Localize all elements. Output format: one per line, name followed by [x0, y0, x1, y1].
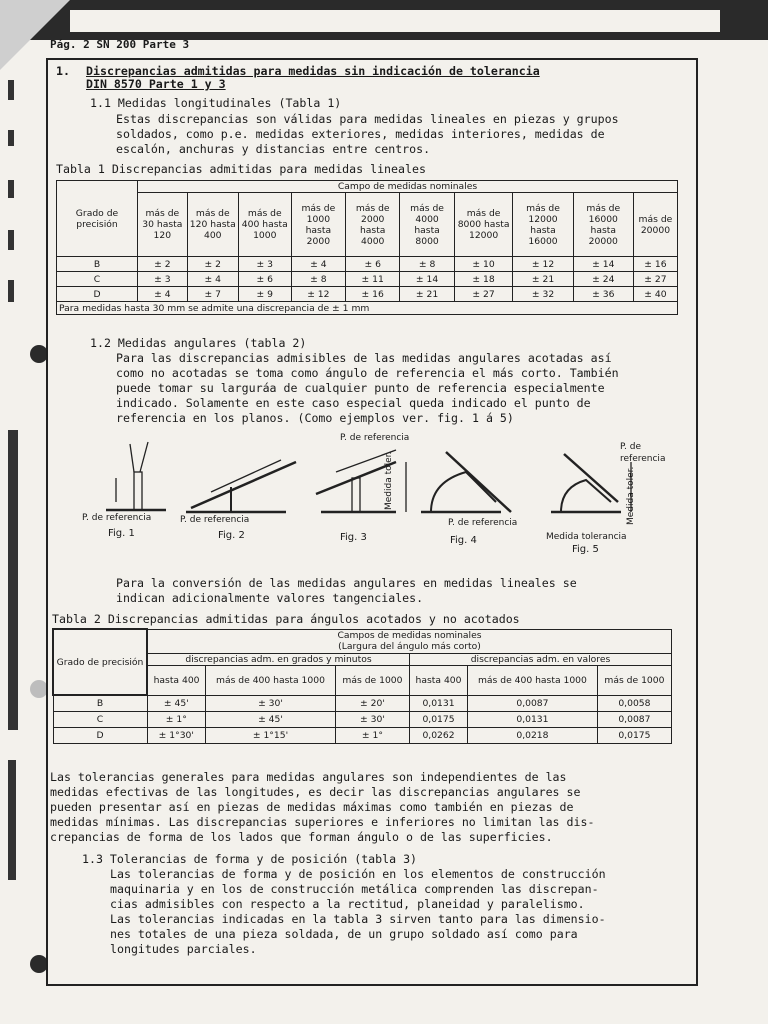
binding-mark [8, 760, 16, 880]
paragraph-line: crepancias de forma de los lados que forman ángulo o de las superficies. [50, 830, 553, 844]
heading-1-1: 1.1 Medidas longitudinales (Tabla 1) [90, 96, 342, 110]
binding-mark [8, 430, 18, 730]
value-cell: ± 6 [346, 257, 400, 272]
value-cell: ± 12 [291, 287, 345, 302]
paragraph-line: escalón, anchuras y distancias entre centros. [116, 142, 431, 156]
value-cell: ± 3 [138, 272, 188, 287]
column-header: más de 400 hasta 1000 [206, 665, 336, 695]
grade-cell: B [57, 257, 138, 272]
figure-caption: Fig. 5 [572, 544, 599, 555]
table1-caption: Tabla 1 Discrepancias admitidas para medidas lineales [56, 162, 426, 176]
value-cell: ± 21 [400, 287, 454, 302]
table2-caption: Tabla 2 Discrepancias admitidas para ángulos acotados y no acotados [52, 612, 520, 626]
grade-cell: D [57, 287, 138, 302]
column-header: más de 4000 hasta 8000 [400, 193, 454, 257]
value-cell: ± 45' [206, 711, 336, 727]
binding-mark [8, 180, 14, 198]
column-header: hasta 400 [147, 665, 206, 695]
grado-header: Grado de precisión [53, 629, 147, 695]
value-cell: ± 45' [147, 695, 206, 711]
value-cell: ± 2 [138, 257, 188, 272]
figure-label: P. de referencia [180, 515, 250, 525]
value-cell: ± 14 [400, 272, 454, 287]
figure-caption: Fig. 1 [108, 528, 135, 539]
value-cell: ± 16 [346, 287, 400, 302]
paragraph-line: Estas discrepancias son válidas para medidas lineales en piezas y grupos [116, 112, 619, 126]
grade-cell: D [53, 727, 147, 743]
paragraph-line: longitudes parciales. [110, 942, 257, 956]
paragraph-line: indicado. Solamente en este caso especial queda indicado el punto de [116, 396, 591, 410]
column-header: más de 1000 [335, 665, 409, 695]
binding-mark [8, 80, 14, 100]
figure-label: Medida toler. [384, 451, 394, 510]
column-header: más de 30 hasta 120 [138, 193, 188, 257]
value-cell: 0,0262 [410, 727, 468, 743]
paragraph-line: Las tolerancias generales para medidas angulares son independientes de las [50, 770, 567, 784]
column-header: más de 400 hasta 1000 [468, 665, 598, 695]
value-cell: ± 30' [335, 711, 409, 727]
value-cell: ± 4 [187, 272, 238, 287]
grade-cell: C [57, 272, 138, 287]
grade-cell: C [53, 711, 147, 727]
figure-label: Medida tolerancia [546, 532, 627, 542]
value-cell: ± 8 [400, 257, 454, 272]
page-reference: Pág. 2 SN 200 Parte 3 [50, 38, 190, 51]
figure-label: P. de referencia [82, 513, 152, 523]
value-cell: 0,0218 [468, 727, 598, 743]
paragraph-line: cias admisibles con respecto a la rectitud, planeidad y paralelismo. [110, 897, 585, 911]
angle-figures [56, 432, 686, 562]
section-title: Discrepancias admitidas para medidas sin indicación de tolerancia [86, 64, 540, 78]
value-cell: 0,0131 [410, 695, 468, 711]
value-cell: ± 16 [633, 257, 677, 272]
table-row [57, 287, 678, 302]
value-cell: 0,0175 [597, 727, 671, 743]
value-cell: 0,0058 [597, 695, 671, 711]
value-cell: ± 4 [138, 287, 188, 302]
paragraph-line: Las tolerancias indicadas en la tabla 3 sirven tanto para las dimensio- [110, 912, 606, 926]
figure-caption: Fig. 3 [340, 532, 367, 543]
value-cell: ± 10 [454, 257, 513, 272]
table-row [57, 272, 678, 287]
paragraph-line: pueden presentar así en piezas de medidas máximas como también en piezas de [50, 800, 574, 814]
column-header: más de 20000 [633, 193, 677, 257]
value-cell: ± 11 [346, 272, 400, 287]
value-cell: ± 32 [513, 287, 573, 302]
section-subtitle: DIN 8570 Parte 1 y 3 [86, 77, 226, 91]
heading-1-3: 1.3 Tolerancias de forma y de posición (tabla 3) [82, 852, 418, 866]
table-row [57, 257, 678, 272]
grado-header: Grado de precisión [57, 181, 138, 257]
column-header: más de 16000 hasta 20000 [573, 193, 633, 257]
binding-mark [8, 130, 14, 146]
value-cell: 0,0175 [410, 711, 468, 727]
campos-label: Campos de medidas nominales [337, 630, 482, 641]
paragraph-line: indican adicionalmente valores tangenciales. [116, 591, 424, 605]
column-header: más de 1000 hasta 2000 [291, 193, 345, 257]
column-header: hasta 400 [410, 665, 468, 695]
value-cell: ± 40 [633, 287, 677, 302]
grados-header: discrepancias adm. en grados y minutos [147, 653, 410, 665]
figure-label: Medida toler. [626, 466, 636, 525]
campo-header: Campo de medidas nominales [138, 181, 678, 193]
binding-mark [8, 280, 14, 302]
table-row [53, 727, 672, 743]
column-header: más de 8000 hasta 12000 [454, 193, 513, 257]
heading-1-2: 1.2 Medidas angulares (tabla 2) [90, 336, 307, 350]
value-cell: ± 21 [513, 272, 573, 287]
column-header: más de 2000 hasta 4000 [346, 193, 400, 257]
value-cell: ± 12 [513, 257, 573, 272]
paragraph-line: referencia en los planos. (Como ejemplos ver. fig. 1 á 5) [116, 411, 514, 425]
table-angular-tolerances [52, 628, 672, 744]
figure-caption: Fig. 4 [450, 535, 477, 546]
column-header: más de 12000 hasta 16000 [513, 193, 573, 257]
paragraph-line: Para las discrepancias admisibles de las medidas angulares acotadas así [116, 351, 612, 365]
value-cell: ± 8 [291, 272, 345, 287]
paragraph-line: medidas mínimas. Las discrepancias superiores e inferiores no limitan las dis- [50, 815, 595, 829]
value-cell: ± 20' [335, 695, 409, 711]
column-header: más de 1000 [597, 665, 671, 695]
table-linear-tolerances [56, 180, 678, 315]
value-cell: ± 1° [147, 711, 206, 727]
column-header: más de 120 hasta 400 [187, 193, 238, 257]
paragraph-line: Para la conversión de las medidas angulares en medidas lineales se [116, 576, 577, 590]
paragraph-line: puede tomar su larguráa de cualquier punto de referencia especialmente [116, 381, 605, 395]
value-cell: ± 24 [573, 272, 633, 287]
section-number: 1. [56, 64, 70, 78]
value-cell: ± 14 [573, 257, 633, 272]
value-cell: ± 30' [206, 695, 336, 711]
value-cell: ± 36 [573, 287, 633, 302]
figure-label: P. de [620, 442, 641, 452]
value-cell: ± 1°15' [206, 727, 336, 743]
figure-label: P. de referencia [448, 518, 518, 528]
largura-label: (Largura del ángulo más corto) [338, 641, 481, 652]
value-cell: ± 1° [335, 727, 409, 743]
value-cell: 0,0087 [597, 711, 671, 727]
value-cell: ± 7 [187, 287, 238, 302]
paragraph-line: nes totales de una pieza soldada, de un grupo soldado así como para [110, 927, 578, 941]
value-cell: ± 27 [633, 272, 677, 287]
value-cell: ± 2 [187, 257, 238, 272]
table1-note: Para medidas hasta 30 mm se admite una discrepancia de ± 1 mm [57, 302, 678, 315]
scan-top-border [0, 0, 768, 40]
value-cell: ± 4 [291, 257, 345, 272]
paragraph-line: como no acotadas se toma como ángulo de referencia el más corto. También [116, 366, 619, 380]
value-cell: ± 1°30' [147, 727, 206, 743]
figure-label: P. de referencia [340, 433, 410, 443]
value-cell: 0,0087 [468, 695, 598, 711]
paragraph-line: medidas efectivas de las longitudes, es decir las discrepancias angulares se [50, 785, 581, 799]
valores-header: discrepancias adm. en valores [410, 653, 672, 665]
paragraph-line: soldados, como p.e. medidas exteriores, medidas interiores, medidas de [116, 127, 605, 141]
paragraph-line: maquinaria y en los de construcción metálica comprenden las discrepan- [110, 882, 599, 896]
value-cell: ± 9 [238, 287, 291, 302]
paragraph-line: Las tolerancias de forma y de posición en los elementos de construcción [110, 867, 606, 881]
value-cell: ± 18 [454, 272, 513, 287]
campos-header [147, 629, 672, 653]
value-cell: ± 27 [454, 287, 513, 302]
column-header: más de 400 hasta 1000 [238, 193, 291, 257]
value-cell: 0,0131 [468, 711, 598, 727]
binding-mark [8, 230, 14, 250]
value-cell: ± 3 [238, 257, 291, 272]
figure-caption: Fig. 2 [218, 530, 245, 541]
value-cell: ± 6 [238, 272, 291, 287]
table-row [53, 695, 672, 711]
table-row [53, 711, 672, 727]
grade-cell: B [53, 695, 147, 711]
figure-label: referencia [620, 454, 666, 464]
